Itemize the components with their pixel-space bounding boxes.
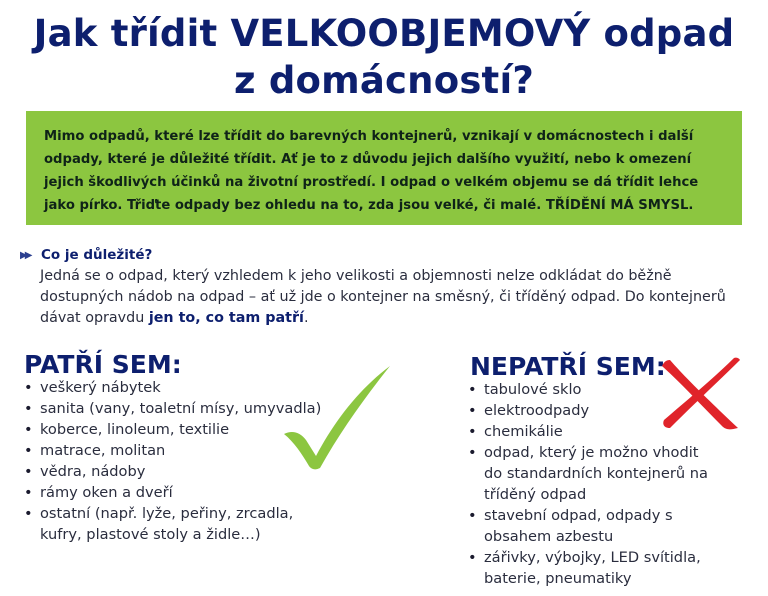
important-heading: Co je důležité? — [41, 247, 153, 263]
list-item: • ostatní (např. lyže, peřiny, zrcadla, kufry, plastové stoly a židle…) — [24, 503, 324, 545]
intro-box — [26, 111, 742, 225]
list-item: • elektroodpady — [468, 400, 748, 421]
list-item: • stavební odpad, odpady s obsahem azbestu — [468, 505, 684, 547]
list-item: • matrace, molitan — [24, 440, 324, 461]
list-item: • zářivky, výbojky, LED svítidla, baterie, pneumatiky — [468, 547, 724, 589]
list-item: • rámy oken a dveří — [24, 482, 324, 503]
important-header — [20, 245, 750, 266]
list-item: • tabulové sklo — [468, 379, 748, 400]
list-item: • odpad, který je možno vhodit do standardních kontejnerů na tříděný odpad — [468, 442, 714, 505]
title-line-1: Jak třídit VELKOOBJEMOVÝ odpad — [33, 12, 735, 55]
important-body-end: . — [303, 310, 309, 326]
important-section — [20, 245, 750, 329]
check-icon — [282, 360, 394, 472]
list-item: • veškerý nábytek — [24, 377, 324, 398]
intro-text: Mimo odpadů, které lze třídit do barevných kontejnerů, vznikají v domácnostech i další odpady, které je důležité třídit. Ať je to z důvodu jejich dalšího využití, nebo k omezení jejich škodlivých účinků na životní prostředí. I odpad o velkém objemu se dá třídit lehce jako pírko. Třiďte odpady bez ohledu na to, zda jsou velké, či malé. TŘÍDĚNÍ MÁ SMYSL. — [44, 129, 699, 213]
list-item: • vědra, nádoby — [24, 461, 324, 482]
belongs-list — [24, 377, 324, 545]
list-item: • sanita (vany, toaletní mísy, umyvadla) — [24, 398, 324, 419]
cross-icon — [660, 356, 744, 432]
title-line-2: z domácností? — [234, 59, 534, 102]
list-item: • koberce, linoleum, textilie — [24, 419, 324, 440]
important-body-bold: jen to, co tam patří — [148, 310, 304, 326]
important-body-text: Jedná se o odpad, který vzhledem k jeho velikosti a objemnosti nelze odkládat do běžně dostupných nádob na odpad – ať už jde o kontejner na směsný, či tříděný odpad. Do kontejnerů dávat opravdu — [40, 268, 726, 326]
not-belongs-title: NEPATŘÍ SEM: — [470, 352, 666, 381]
double-arrow-icon: ▶▶ — [20, 250, 30, 261]
page-title — [0, 10, 768, 104]
list-item: • chemikálie — [468, 421, 748, 442]
important-body — [20, 266, 750, 329]
belongs-title: PATŘÍ SEM: — [24, 350, 182, 379]
